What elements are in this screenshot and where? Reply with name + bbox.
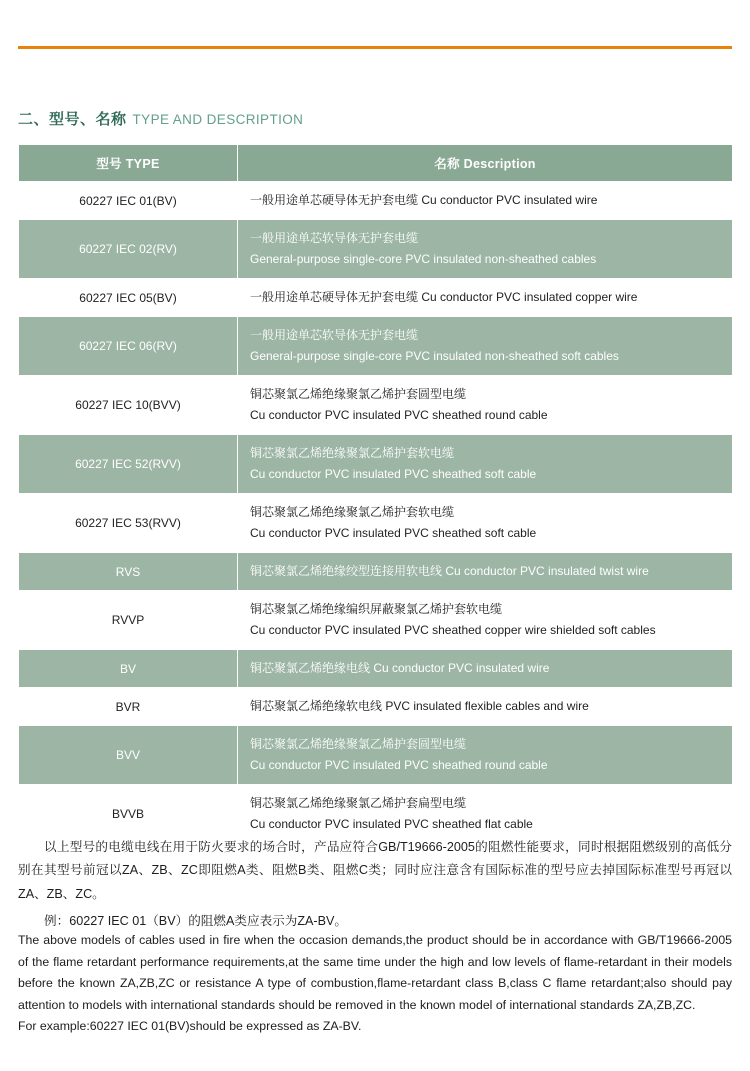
table-row [19, 591, 733, 650]
description-line-1: 铜芯聚氯乙烯绝缘聚氯乙烯护套软电缆 [250, 446, 455, 460]
table-row [19, 553, 733, 591]
cell-description [238, 591, 733, 650]
cell-description [238, 688, 733, 726]
description-line-2: General-purpose single-core PVC insulated non-sheathed cables [250, 252, 597, 266]
description-line-1: 铜芯聚氯乙烯绝缘绞型连接用软电线 Cu conductor PVC insulated twist wire [250, 564, 649, 578]
table-row [19, 435, 733, 494]
cell-description [238, 726, 733, 785]
description-line-2: Cu conductor PVC insulated PVC sheathed round cable [250, 758, 548, 772]
description-line-1: 铜芯聚氯乙烯绝缘聚氯乙烯护套扁型电缆 [250, 796, 467, 810]
table-row [19, 494, 733, 553]
cell-type: RVS [19, 553, 238, 591]
description-line-1: 铜芯聚氯乙烯绝缘聚氯乙烯护套软电缆 [250, 505, 455, 519]
description-line-2: Cu conductor PVC insulated PVC sheathed flat cable [250, 817, 533, 831]
description-line-1: 铜芯聚氯乙烯绝缘软电线 PVC insulated flexible cables and wire [250, 699, 589, 713]
table-row [19, 785, 733, 844]
table-row [19, 376, 733, 435]
table-header-row [19, 145, 733, 182]
cell-description [238, 785, 733, 844]
table-row [19, 182, 733, 220]
notes-english [18, 930, 732, 1038]
description-line-1: 铜芯聚氯乙烯绝缘电线 Cu conductor PVC insulated wire [250, 661, 550, 675]
section-heading [18, 108, 732, 129]
cell-type: BVVB [19, 785, 238, 844]
cell-description [238, 650, 733, 688]
column-header-type: 型号 TYPE [19, 145, 238, 182]
cell-type: 60227 IEC 52(RVV) [19, 435, 238, 494]
cell-type: BVR [19, 688, 238, 726]
table-row [19, 650, 733, 688]
cell-description [238, 182, 733, 220]
section-heading-en: TYPE AND DESCRIPTION [132, 112, 304, 127]
note-en-paragraph-1: The above models of cables used in fire when the occasion demands,the product should be in accordance with GB/T19666-2005 of the flame retardant performance requirements,at the same time under the high and low levels of flame-retardant in their models before the known ZA,ZB,ZC or resistance A type of combustion,flame-retardant class B,class C flame retardant;also should pay attention to models with international standards should be removed in the known model of international standards ZA,ZB,ZC. [18, 933, 732, 1012]
cell-description [238, 435, 733, 494]
cell-type: RVVP [19, 591, 238, 650]
cell-type: 60227 IEC 01(BV) [19, 182, 238, 220]
cell-type: 60227 IEC 10(BVV) [19, 376, 238, 435]
description-line-1: 一般用途单芯软导体无护套电缆 [250, 231, 419, 245]
cell-type: 60227 IEC 06(RV) [19, 317, 238, 376]
section-heading-cn: 二、型号、名称 [18, 111, 127, 128]
note-en-paragraph-2: For example:60227 IEC 01(BV)should be expressed as ZA-BV. [18, 1019, 362, 1034]
description-line-2: Cu conductor PVC insulated PVC sheathed copper wire shielded soft cables [250, 623, 656, 637]
type-description-table [18, 144, 733, 844]
cell-type: BV [19, 650, 238, 688]
description-line-1: 铜芯聚氯乙烯绝缘聚氯乙烯护套圆型电缆 [250, 387, 467, 401]
table-row [19, 688, 733, 726]
description-line-1: 铜芯聚氯乙烯绝缘聚氯乙烯护套圆型电缆 [250, 737, 467, 751]
cell-description [238, 220, 733, 279]
description-line-2: General-purpose single-core PVC insulated non-sheathed soft cables [250, 349, 619, 363]
column-header-description: 名称 Description [238, 145, 733, 182]
notes-chinese [18, 836, 732, 933]
table-row [19, 317, 733, 376]
cell-description [238, 553, 733, 591]
cell-description [238, 494, 733, 553]
cell-type: 60227 IEC 53(RVV) [19, 494, 238, 553]
description-line-2: Cu conductor PVC insulated PVC sheathed soft cable [250, 526, 537, 540]
description-line-1: 一般用途单芯硬导体无护套电缆 Cu conductor PVC insulated wire [250, 193, 598, 207]
note-cn-paragraph-1: 以上型号的电缆电线在用于防火要求的场合时，产品应符合GB/T19666-2005的阻燃性能要求，同时根据阻燃级别的高低分别在其型号前冠以ZA、ZB、ZC即阻燃A类、阻燃B类、阻燃C类；同时应注意含有国际标准的型号应去掉国际标准型号再冠以ZA、ZB、ZC。 [18, 840, 732, 901]
cell-type: 60227 IEC 05(BV) [19, 279, 238, 317]
cell-description [238, 376, 733, 435]
description-line-1: 一般用途单芯软导体无护套电缆 [250, 328, 419, 342]
description-line-2: Cu conductor PVC insulated PVC sheathed soft cable [250, 467, 537, 481]
cell-description [238, 279, 733, 317]
note-cn-paragraph-2: 例：60227 IEC 01（BV）的阻燃A类应表示为ZA-BV。 [44, 913, 348, 928]
cell-description [238, 317, 733, 376]
top-accent-rule [18, 46, 732, 49]
cell-type: 60227 IEC 02(RV) [19, 220, 238, 279]
table-row [19, 726, 733, 785]
cell-type: BVV [19, 726, 238, 785]
description-line-1: 铜芯聚氯乙烯绝缘编织屏蔽聚氯乙烯护套软电缆 [250, 602, 503, 616]
table-row [19, 220, 733, 279]
table-row [19, 279, 733, 317]
description-line-1: 一般用途单芯硬导体无护套电缆 Cu conductor PVC insulated copper wire [250, 290, 638, 304]
description-line-2: Cu conductor PVC insulated PVC sheathed round cable [250, 408, 548, 422]
